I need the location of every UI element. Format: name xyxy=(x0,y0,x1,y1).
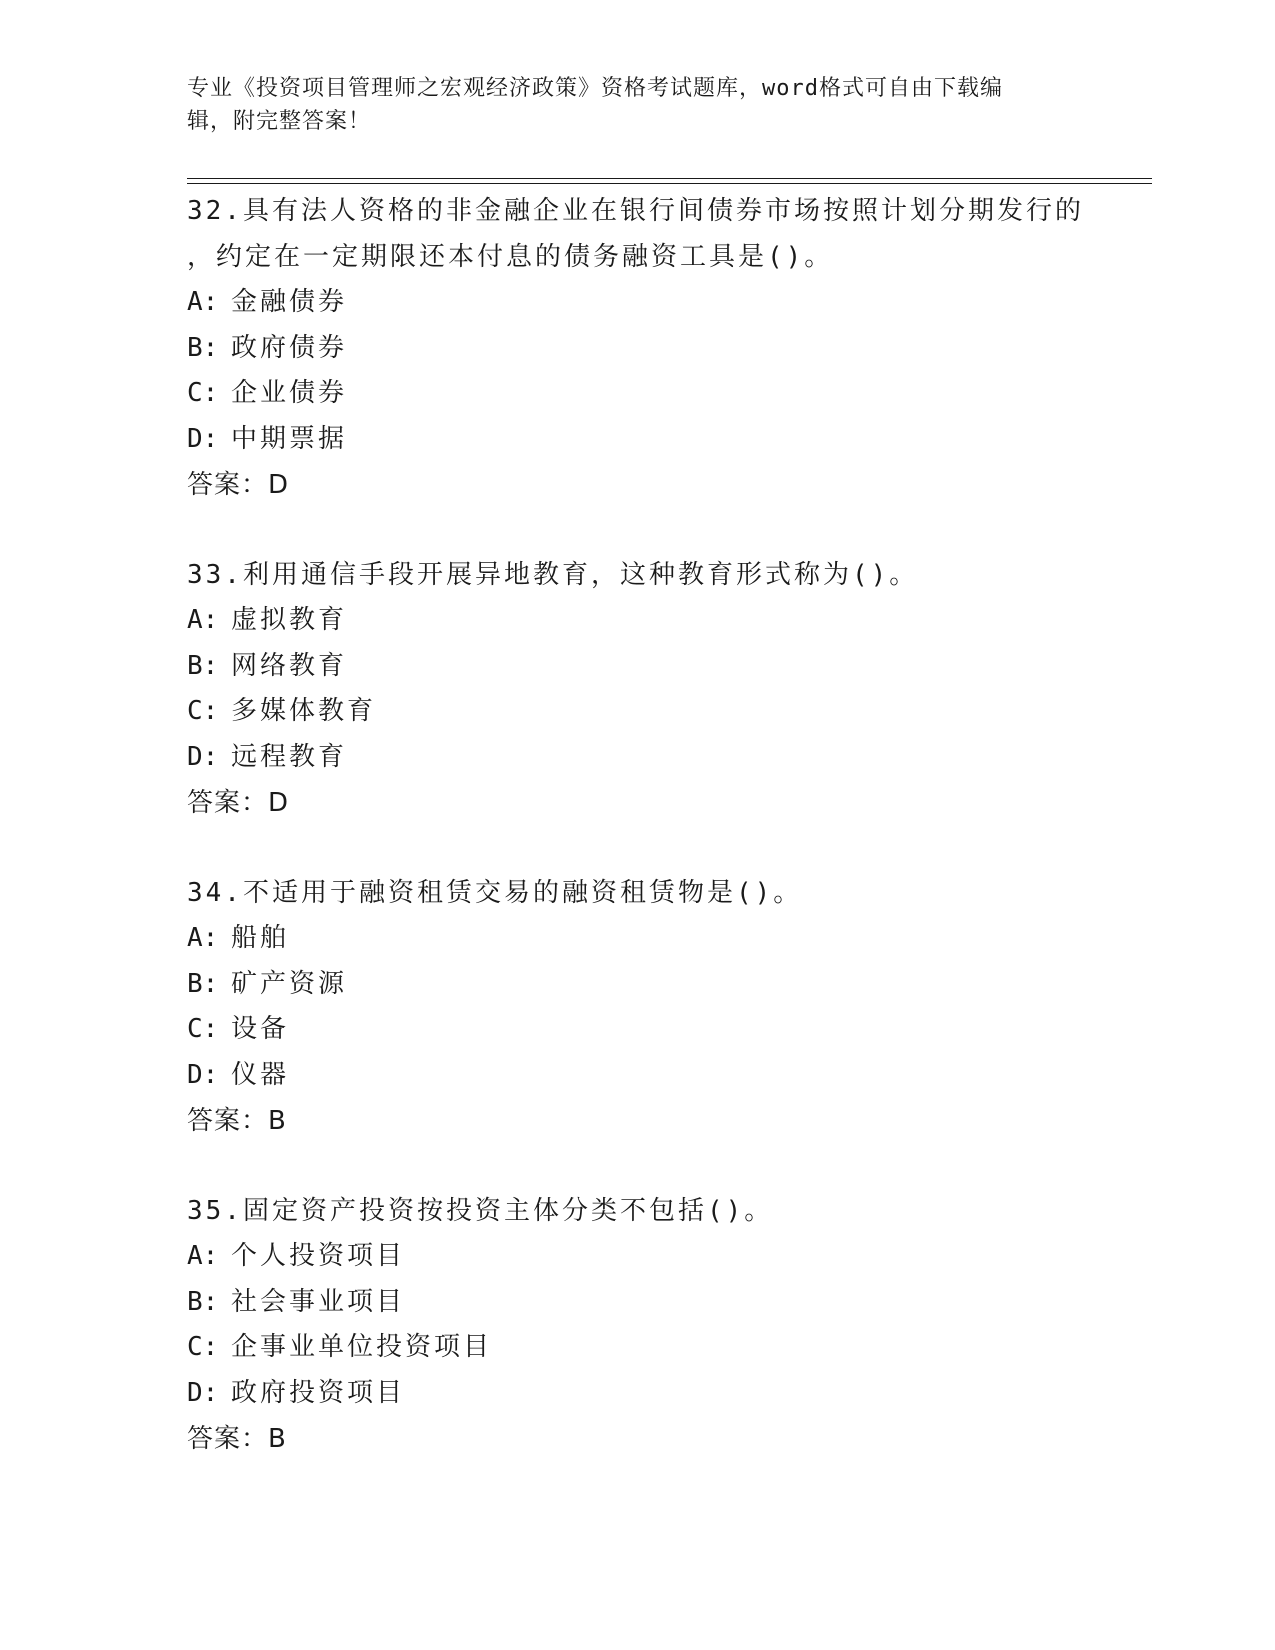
option-text: 设备 xyxy=(231,1014,290,1044)
header-line-2: 辑，附完整答案！ xyxy=(187,109,372,134)
option-text: 船舶 xyxy=(231,923,290,953)
option-d xyxy=(187,417,1087,463)
header-line-1: 专业《投资项目管理师之宏观经济政策》资格考试题库，word格式可自由下载编 xyxy=(187,76,1003,101)
question-stem: 35.固定资产投资按投资主体分类不包括()。 xyxy=(187,1196,774,1226)
question-stem: 33.利用通信手段开展异地教育，这种教育形式称为()。 xyxy=(187,560,919,590)
option-text: 中期票据 xyxy=(231,423,348,454)
document-header xyxy=(187,72,1067,138)
option-b xyxy=(187,326,1087,372)
option-a xyxy=(187,280,1087,326)
option-letter: B: xyxy=(187,332,219,363)
option-c xyxy=(187,1007,1087,1053)
option-text: 社会事业项目 xyxy=(231,1286,406,1317)
option-text: 远程教育 xyxy=(231,741,348,772)
option-letter: A: xyxy=(187,1241,219,1271)
option-letter: D: xyxy=(187,1059,219,1090)
option-letter: D: xyxy=(187,741,219,772)
option-text: 企业债券 xyxy=(231,378,348,408)
option-letter: D: xyxy=(187,1377,219,1408)
option-d xyxy=(187,1371,1087,1417)
option-d xyxy=(187,735,1087,781)
option-b xyxy=(187,1280,1087,1326)
option-letter: D: xyxy=(187,423,219,454)
option-c xyxy=(187,689,1087,735)
option-text: 矿产资源 xyxy=(231,968,348,999)
option-letter: B: xyxy=(187,650,219,681)
option-letter: C: xyxy=(187,1014,219,1044)
question-32 xyxy=(187,188,1087,508)
option-text: 多媒体教育 xyxy=(231,696,377,726)
answer-line: 答案：D xyxy=(187,470,290,500)
option-a xyxy=(187,1234,1087,1280)
option-b xyxy=(187,644,1087,690)
option-text: 网络教育 xyxy=(231,650,348,681)
question-stem-continued: ，约定在一定期限还本付息的债务融资工具是()。 xyxy=(187,242,834,272)
header-divider-bottom xyxy=(187,183,1152,184)
option-letter: C: xyxy=(187,1332,219,1362)
option-a xyxy=(187,916,1087,962)
header-divider-top xyxy=(187,178,1152,179)
option-letter: B: xyxy=(187,968,219,999)
answer-line: 答案：B xyxy=(187,1424,287,1454)
option-text: 政府投资项目 xyxy=(231,1377,406,1408)
question-35 xyxy=(187,1188,1087,1462)
option-text: 金融债券 xyxy=(231,287,348,317)
option-text: 企事业单位投资项目 xyxy=(231,1332,493,1362)
option-c xyxy=(187,371,1087,417)
option-d xyxy=(187,1053,1087,1099)
question-stem: 34.不适用于融资租赁交易的融资租赁物是()。 xyxy=(187,878,803,908)
option-text: 虚拟教育 xyxy=(231,605,348,635)
option-letter: A: xyxy=(187,605,219,635)
option-letter: A: xyxy=(187,923,219,953)
option-text: 个人投资项目 xyxy=(231,1241,406,1271)
option-text: 政府债券 xyxy=(231,332,348,363)
question-stem: 32.具有法人资格的非金融企业在银行间债券市场按照计划分期发行的 xyxy=(187,196,1084,226)
question-34 xyxy=(187,870,1087,1144)
answer-line: 答案：D xyxy=(187,788,290,818)
option-c xyxy=(187,1325,1087,1371)
option-letter: C: xyxy=(187,378,219,408)
option-text: 仪器 xyxy=(231,1059,290,1090)
question-33 xyxy=(187,552,1087,826)
option-a xyxy=(187,598,1087,644)
option-letter: A: xyxy=(187,287,219,317)
option-letter: C: xyxy=(187,696,219,726)
option-letter: B: xyxy=(187,1286,219,1317)
option-b xyxy=(187,962,1087,1008)
answer-line: 答案：B xyxy=(187,1106,287,1136)
